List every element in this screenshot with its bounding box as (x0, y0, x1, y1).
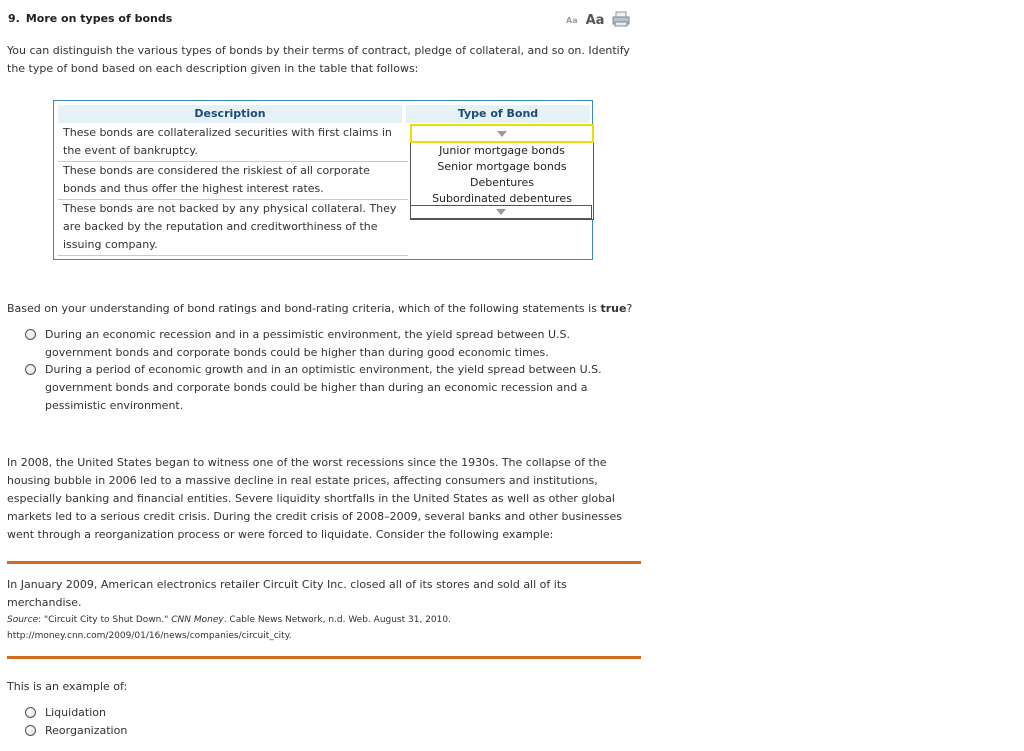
example-text: In January 2009, American electronics retailer Circuit City Inc. closed all of its stores and sold all of its merchandise. (7, 578, 567, 609)
q2-option-liquidation[interactable] (25, 704, 106, 722)
q1-option-2-label: During a period of economic growth and in an optimistic environment, the yield spread between U.S. government bonds and corporate bonds could be higher than during an economic recession and a pessimistic environment. (45, 363, 602, 412)
question-heading: More on types of bonds (25, 12, 173, 25)
bond-type-table (53, 100, 593, 260)
q1-option-2[interactable] (25, 361, 635, 415)
description-row-1: These bonds are collateralized securities with first claims in the event of bankruptcy. (63, 126, 392, 157)
dropdown-option-junior-mortgage[interactable]: Junior mortgage bonds (439, 144, 565, 157)
context-paragraph: In 2008, the United States began to witness one of the worst recessions since the 1930s. The collapse of the housing bubble in 2006 led to a massive decline in real estate prices, affecting consumers and institutions, especially banking and financial entities. Severe liquidity shortfalls in the United States as well as other global markets led to a serious credit crisis. During the credit crisis of 2008–2009, several banks and other businesses went through a reorganization process or were forced to liquidate. Consider the following example: (7, 456, 622, 541)
radio-button[interactable] (25, 725, 36, 736)
divider (7, 656, 641, 659)
dropdown-option-senior-mortgage[interactable]: Senior mortgage bonds (437, 160, 567, 173)
q2-option-2-label: Reorganization (45, 724, 128, 737)
description-row-3: These bonds are not backed by any physical collateral. They are backed by the reputation and creditworthiness of the issuing company. (63, 202, 397, 251)
question-1-prompt (7, 300, 643, 318)
increase-font-button[interactable]: Aa (585, 13, 605, 28)
chevron-down-icon (497, 131, 507, 137)
source-url: http://money.cnn.com/2009/01/16/news/companies/circuit_city. (7, 631, 292, 641)
question-2-prompt: This is an example of: (7, 680, 128, 693)
intro-text: You can distinguish the various types of bonds by their terms of contract, pledge of collateral, and so on. Identify the type of bond based on each description given in the table that follows: (7, 44, 630, 75)
decrease-font-button[interactable]: Aa (566, 16, 578, 25)
source-citation (7, 612, 451, 644)
q2-option-reorganization[interactable] (25, 722, 127, 740)
source-label: Source (7, 615, 39, 625)
source-text: . Cable News Network, n.d. Web. August 31, 2010. (223, 615, 451, 625)
q1-option-1[interactable] (25, 326, 635, 362)
dropdown-option-debentures[interactable]: Debentures (469, 176, 535, 189)
dropdown-scroll-down[interactable] (410, 205, 592, 219)
column-header-description: Description (58, 105, 402, 123)
toolbar (566, 11, 630, 30)
description-row-2: These bonds are considered the riskiest of all corporate bonds and thus offer the highest interest rates. (63, 164, 370, 195)
question-1-text: Based on your understanding of bond ratings and bond-rating criteria, which of the following statements is (7, 302, 597, 315)
question-1-emphasis: true (600, 302, 627, 315)
radio-button[interactable] (25, 364, 36, 375)
divider (7, 561, 641, 564)
source-publication: CNN Money (171, 615, 224, 625)
source-text: : "Circuit City to Shut Down." (38, 615, 172, 625)
question-number: 9. (8, 12, 20, 25)
chevron-down-icon (496, 209, 506, 215)
question-title (8, 12, 172, 25)
row-divider (58, 255, 408, 256)
dropdown-option-subordinated[interactable]: Subordinated debentures (432, 192, 572, 205)
radio-button[interactable] (25, 707, 36, 718)
bond-type-dropdown[interactable] (410, 124, 594, 143)
print-icon[interactable] (612, 11, 630, 30)
q1-option-1-label: During an economic recession and in a pessimistic environment, the yield spread between U.S. government bonds and corporate bonds could be higher than during good economic times. (45, 328, 570, 359)
question-1-punctuation: ? (626, 302, 633, 315)
q2-option-1-label: Liquidation (45, 706, 106, 719)
column-header-type: Type of Bond (406, 105, 590, 123)
radio-button[interactable] (25, 329, 36, 340)
